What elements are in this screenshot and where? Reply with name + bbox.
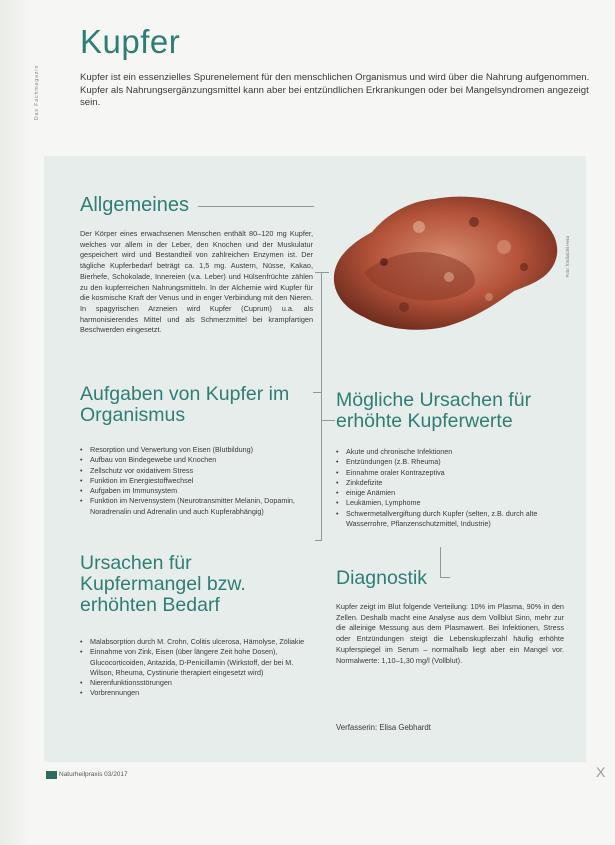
connector-line (321, 420, 335, 421)
heading-allgemeines: Allgemeines (80, 194, 189, 216)
heading-ursachen-erhoeht: Mögliche Ursachen für erhöhte Kupferwerte (336, 389, 532, 432)
list-item: • Malabsorption durch M. Crohn, Colitis ulcerosa, Hämolyse, Zöliakie (80, 637, 312, 647)
connector-line (321, 272, 322, 420)
copper-mineral-image (324, 187, 564, 337)
image-credit: Foto: fotolia/Jiri Hera (565, 236, 570, 278)
connector-line (321, 420, 322, 540)
list-item: • Aufgaben im Immunsystem (80, 486, 312, 496)
side-label: Das Fachmagazin (34, 64, 40, 120)
list-item: • Einnahme von Zink, Eisen (über längere Zeit hohe Dosen), Glucocorticoiden, Antazida, D-Penicillamin (Wirkstoff, der bei M. Wilson, Rheuma, Cystinurie therapiert eingesetzt wird) (80, 647, 312, 678)
scan-edge (0, 0, 30, 845)
author-credit: Verfasserin: Elisa Gebhardt (336, 723, 431, 732)
list-item: • Vorbrennungen (80, 688, 312, 698)
allgemeines-text: Der Körper eines erwachsenen Menschen enthält 80–120 mg Kupfer, welches vor allem in der Leber, den Knochen und der Muskulatur gespeichert wird und Bestandteil von zahlreichen Enzymen ist. Der tägliche Kupferbedarf beträgt ca. 1,5 mg. Austern, Nüsse, Kakao, Bierhefe, Schokolade, Innereien (v.a. Leber) und Hülsenfrüchte zählen zu den kupferreichen Nahrungsmitteln. In der Alchemie wird Kupfer für die kosmische Kraft der Venus und in enger Verbindung mit den Nieren. In spagyrischen Arzneien wird Kupfer (Cuprum) u.a. als harmonisierendes Mittel und als Schmerzmittel bei krampfartigen Beschwerden eingesetzt. (80, 229, 313, 335)
close-icon[interactable]: X (596, 764, 606, 780)
page-title: Kupfer (80, 23, 181, 60)
list-item: • Akute und chronische Infektionen (336, 447, 564, 457)
list-item: • Aufbau von Bindegewebe und Knochen (80, 455, 312, 465)
connector-line (440, 547, 441, 577)
heading-ursachen-mangel: Ursachen für Kupfermangel bzw. erhöhten Bedarf (80, 552, 246, 616)
ursachen-mangel-list (80, 637, 312, 699)
list-item: • Zinkdefizite (336, 478, 564, 488)
list-item: • einige Anämien (336, 488, 564, 498)
list-item: • Funktion im Energiestoffwechsel (80, 476, 312, 486)
list-item: • Leukämien, Lymphome (336, 498, 564, 508)
intro-paragraph: Kupfer ist ein essenzielles Spurenelement für den menschlichen Organismus und wird über die Nahrung aufgenommen. Kupfer als Nahrungsergänzungsmittel kann aber bei entzündlichen Erkrankungen oder bei Mangelsyndromen angezeigt sein. (80, 72, 590, 109)
list-item: • Nierenfunktionsstörungen (80, 678, 312, 688)
list-item: • Entzündungen (z.B. Rheuma) (336, 457, 564, 467)
heading-diagnostik: Diagnostik (336, 567, 428, 589)
ursachen-erhoeht-list (336, 447, 564, 529)
footer-logo-mark (46, 771, 57, 779)
divider-line (198, 206, 314, 207)
list-item: • Funktion im Nervensystem (Neurotransmitter Melanin, Dopamin, Noradrenalin und Adrenalin und auch Kupferabhängig) (80, 496, 312, 517)
footer-publication: Naturheilpraxis 03/2017 (59, 771, 128, 778)
list-item: • Zellschutz vor oxidativem Stress (80, 466, 312, 476)
list-item: • Resorption und Verwertung von Eisen (Blutbildung) (80, 445, 312, 455)
diagnostik-text: Kupfer zeigt im Blut folgende Verteilung: 10% im Plasma, 90% in den Zellen. Deshalb macht eine Analyse aus dem Vollblut Sinn, mehr zur die alleinige Messung aus dem Plasmawert. Bei Infektionen, Stress oder Entzündungen steigt die Lebenskupferzahl häufig erhöhte Kupferspiegel im Serum – normalhalb liegt aber ein Mangel vor. Normalwerte: 1,10–1,30 mg/l (Vollblut). (336, 602, 564, 665)
connector-line (315, 540, 322, 541)
list-item: • Einnahme oraler Kontrazeptiva (336, 468, 564, 478)
connector-line (315, 272, 329, 273)
aufgaben-list (80, 445, 312, 517)
connector-line (440, 577, 450, 578)
list-item: • Schwermetallvergiftung durch Kupfer (selten, z.B. durch alte Wasserrohre, Pflanzenschutzmittel, Industrie) (336, 509, 564, 530)
heading-aufgaben: Aufgaben von Kupfer im Organismus (80, 383, 290, 426)
